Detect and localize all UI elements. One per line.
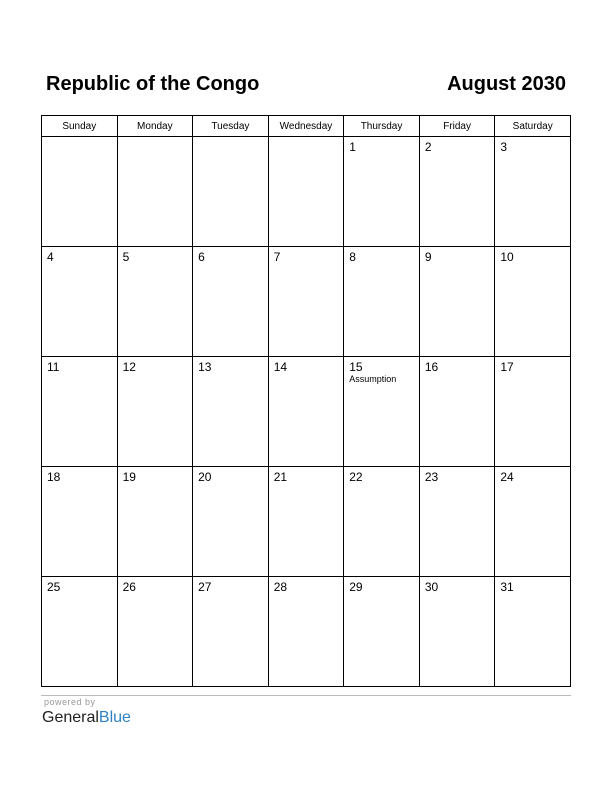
calendar-day-cell [42,357,118,467]
calendar-empty-cell [42,137,118,247]
calendar-day-cell [117,467,193,577]
day-number: 6 [198,250,205,264]
calendar-day-cell [344,467,420,577]
calendar-day-cell [268,467,344,577]
day-number: 12 [122,360,136,374]
calendar-day-cell [193,467,269,577]
calendar-day-cell [495,357,571,467]
day-number: 5 [122,250,130,264]
day-number: 13 [198,360,212,374]
calendar-day-cell [268,577,344,687]
day-number: 20 [198,470,212,484]
day-number: 29 [349,580,363,594]
day-number: 25 [47,580,61,594]
calendar-day-cell [344,247,420,357]
day-number: 23 [424,470,439,484]
brand-general: General [42,709,99,726]
holiday-label: Assumption [349,374,397,384]
day-number: 16 [424,360,439,374]
calendar-day-cell [495,137,571,247]
generalblue-logo[interactable] [42,708,131,728]
weekday-sunday: Sunday [42,116,118,137]
weekday-saturday: Saturday [495,116,571,137]
day-number: 11 [47,360,60,374]
calendar-week-row [42,357,571,467]
weekday-header-row [42,116,571,137]
calendar-day-cell [495,577,571,687]
calendar-day-cell [268,357,344,467]
calendar-grid [41,115,571,687]
calendar-day-cell [193,357,269,467]
calendar-country-title: Republic of the Congo [46,73,260,95]
day-number: 8 [349,250,356,264]
day-number: 24 [500,470,514,484]
calendar-week-row [42,577,571,687]
calendar-empty-cell [268,137,344,247]
calendar-week-row [42,247,571,357]
day-number: 22 [349,470,363,484]
day-number: 27 [198,580,212,594]
calendar-day-cell [193,577,269,687]
day-number: 19 [122,470,136,484]
calendar-day-cell [268,247,344,357]
day-number: 4 [47,250,54,264]
calendar-empty-cell [117,137,193,247]
day-number: 31 [500,580,514,594]
calendar-day-cell [117,357,193,467]
calendar-day-cell [117,247,193,357]
powered-by-text: powered by [44,697,96,707]
day-number: 7 [273,250,281,264]
calendar-day-cell [419,357,495,467]
footer-divider [41,695,571,696]
calendar-day-cell [344,137,420,247]
calendar-day-cell [42,577,118,687]
calendar-day-cell [419,247,495,357]
calendar-day-cell [117,577,193,687]
weekday-monday: Monday [117,116,193,137]
day-number: 15 [349,360,363,374]
weekday-tuesday: Tuesday [193,116,269,137]
calendar-day-cell [495,467,571,577]
day-number: 18 [47,470,61,484]
calendar-week-row [42,137,571,247]
calendar-month-title: August 2030 [447,73,566,95]
day-number: 10 [500,250,514,264]
day-number: 14 [273,360,288,374]
weekday-thursday: Thursday [344,116,420,137]
calendar-day-cell [344,357,420,467]
calendar-day-cell [42,467,118,577]
day-number: 1 [349,140,356,154]
calendar-day-cell [419,467,495,577]
day-number: 9 [424,250,432,264]
day-number: 3 [500,140,508,154]
weekday-wednesday: Wednesday [268,116,344,137]
day-number: 26 [122,580,136,594]
calendar-day-cell [419,137,495,247]
calendar-day-cell [344,577,420,687]
day-number: 28 [273,580,288,594]
day-number: 2 [424,140,432,154]
calendar-day-cell [419,577,495,687]
calendar-weeks [42,137,571,687]
day-number: 30 [424,580,439,594]
calendar-empty-cell [193,137,269,247]
day-number: 21 [273,470,288,484]
calendar-day-cell [495,247,571,357]
calendar-day-cell [42,247,118,357]
calendar-week-row [42,467,571,577]
brand-blue: Blue [98,709,131,726]
calendar-day-cell [193,247,269,357]
day-number: 17 [500,360,514,374]
weekday-friday: Friday [419,116,495,137]
